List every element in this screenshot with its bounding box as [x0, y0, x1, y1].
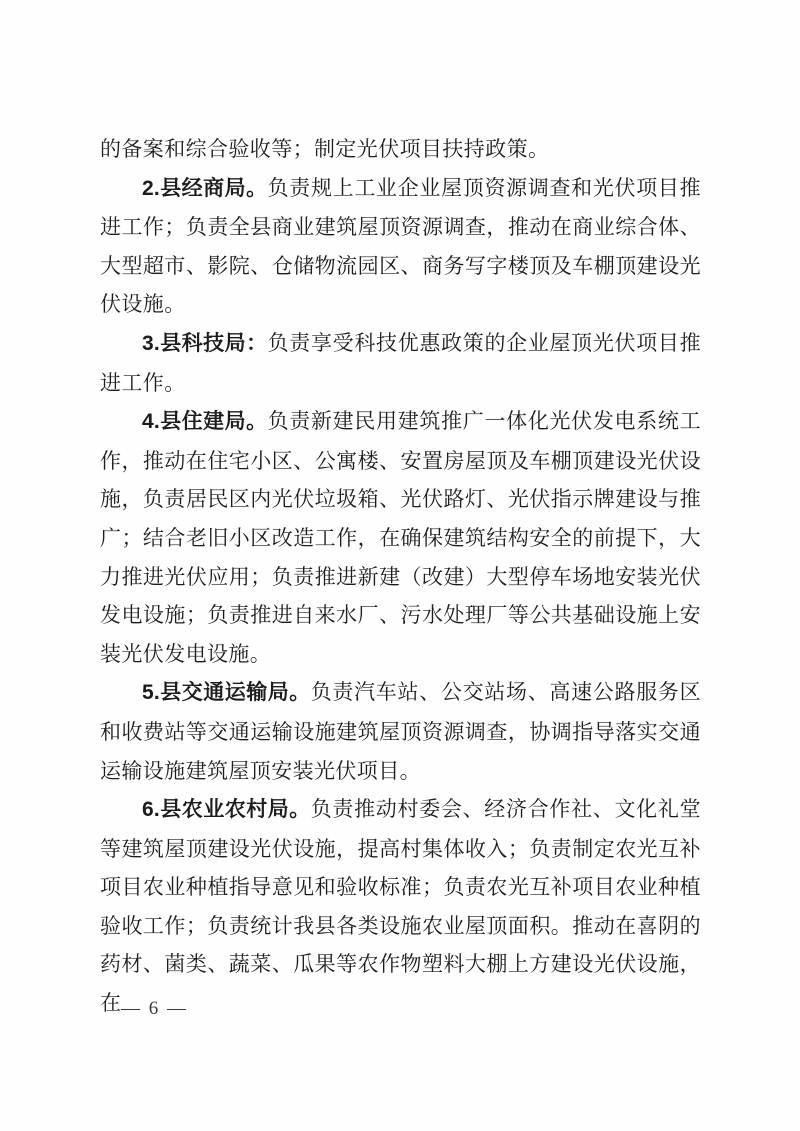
- paragraph-text: 负责规上工业企业屋顶资源调查和光伏项目推进工作；负责全县商业建筑屋顶资源调查，推动在商业综合体、大型超市、影院、仓储物流园区、商务写字楼顶及车棚顶建设光伏设施。: [100, 175, 702, 317]
- paragraph-dept-4: [100, 402, 701, 673]
- page-number: — 6 —: [121, 998, 188, 1019]
- paragraph-text: 负责推动村委会、经济合作社、文化礼堂等建筑屋顶建设光伏设施，提高村集体收入；负责制定农光互补项目农业种植指导意见和验收标准；负责农光互补项目农业种植验收工作；负责统计我县各类设施农业屋顶面积。推动在喜阴的药材、菌类、蔬菜、瓜果等农作物塑料大棚上方建设光伏设施，在: [100, 797, 701, 1016]
- paragraph-text: 的备案和综合验收等；制定光伏项目扶持政策。: [100, 137, 550, 161]
- dept-heading: 3.县科技局：: [142, 331, 268, 355]
- dept-heading: 6.县农业农村局。: [142, 798, 311, 822]
- paragraph-text: 负责新建民用建筑推广一体化光伏发电系统工作，推动在住宅小区、公寓楼、安置房屋顶及车棚顶建设光伏设施，负责居民区内光伏垃圾箱、光伏路灯、光伏指示牌建设与推广；结合老旧小区改造工作，在确保建筑结构安全的前提下，大力推进光伏应用；负责推进新建（改建）大型停车场地安装光伏发电设施；负责推进自来水厂、污水处理厂等公共基础设施上安装光伏发电设施。: [100, 409, 702, 666]
- paragraph-dept-2: [100, 169, 701, 324]
- dept-heading: 2.县经商局。: [142, 176, 268, 200]
- dept-heading: 4.县住建局。: [142, 410, 268, 434]
- paragraph-dept-3: [100, 324, 701, 402]
- paragraph-dept-5: [100, 673, 701, 790]
- document-body: [100, 130, 701, 1023]
- dept-heading: 5.县交通运输局。: [142, 681, 311, 705]
- paragraph-continuation: [100, 130, 701, 169]
- paragraph-dept-6: [100, 790, 701, 1023]
- paragraph-text: 负责汽车站、公交站场、高速公路服务区和收费站等交通运输设施建筑屋顶资源调查，协调指导落实交通运输设施建筑屋顶安装光伏项目。: [100, 680, 701, 783]
- paragraph-text: 负责享受科技优惠政策的企业屋顶光伏项目推进工作。: [100, 330, 702, 395]
